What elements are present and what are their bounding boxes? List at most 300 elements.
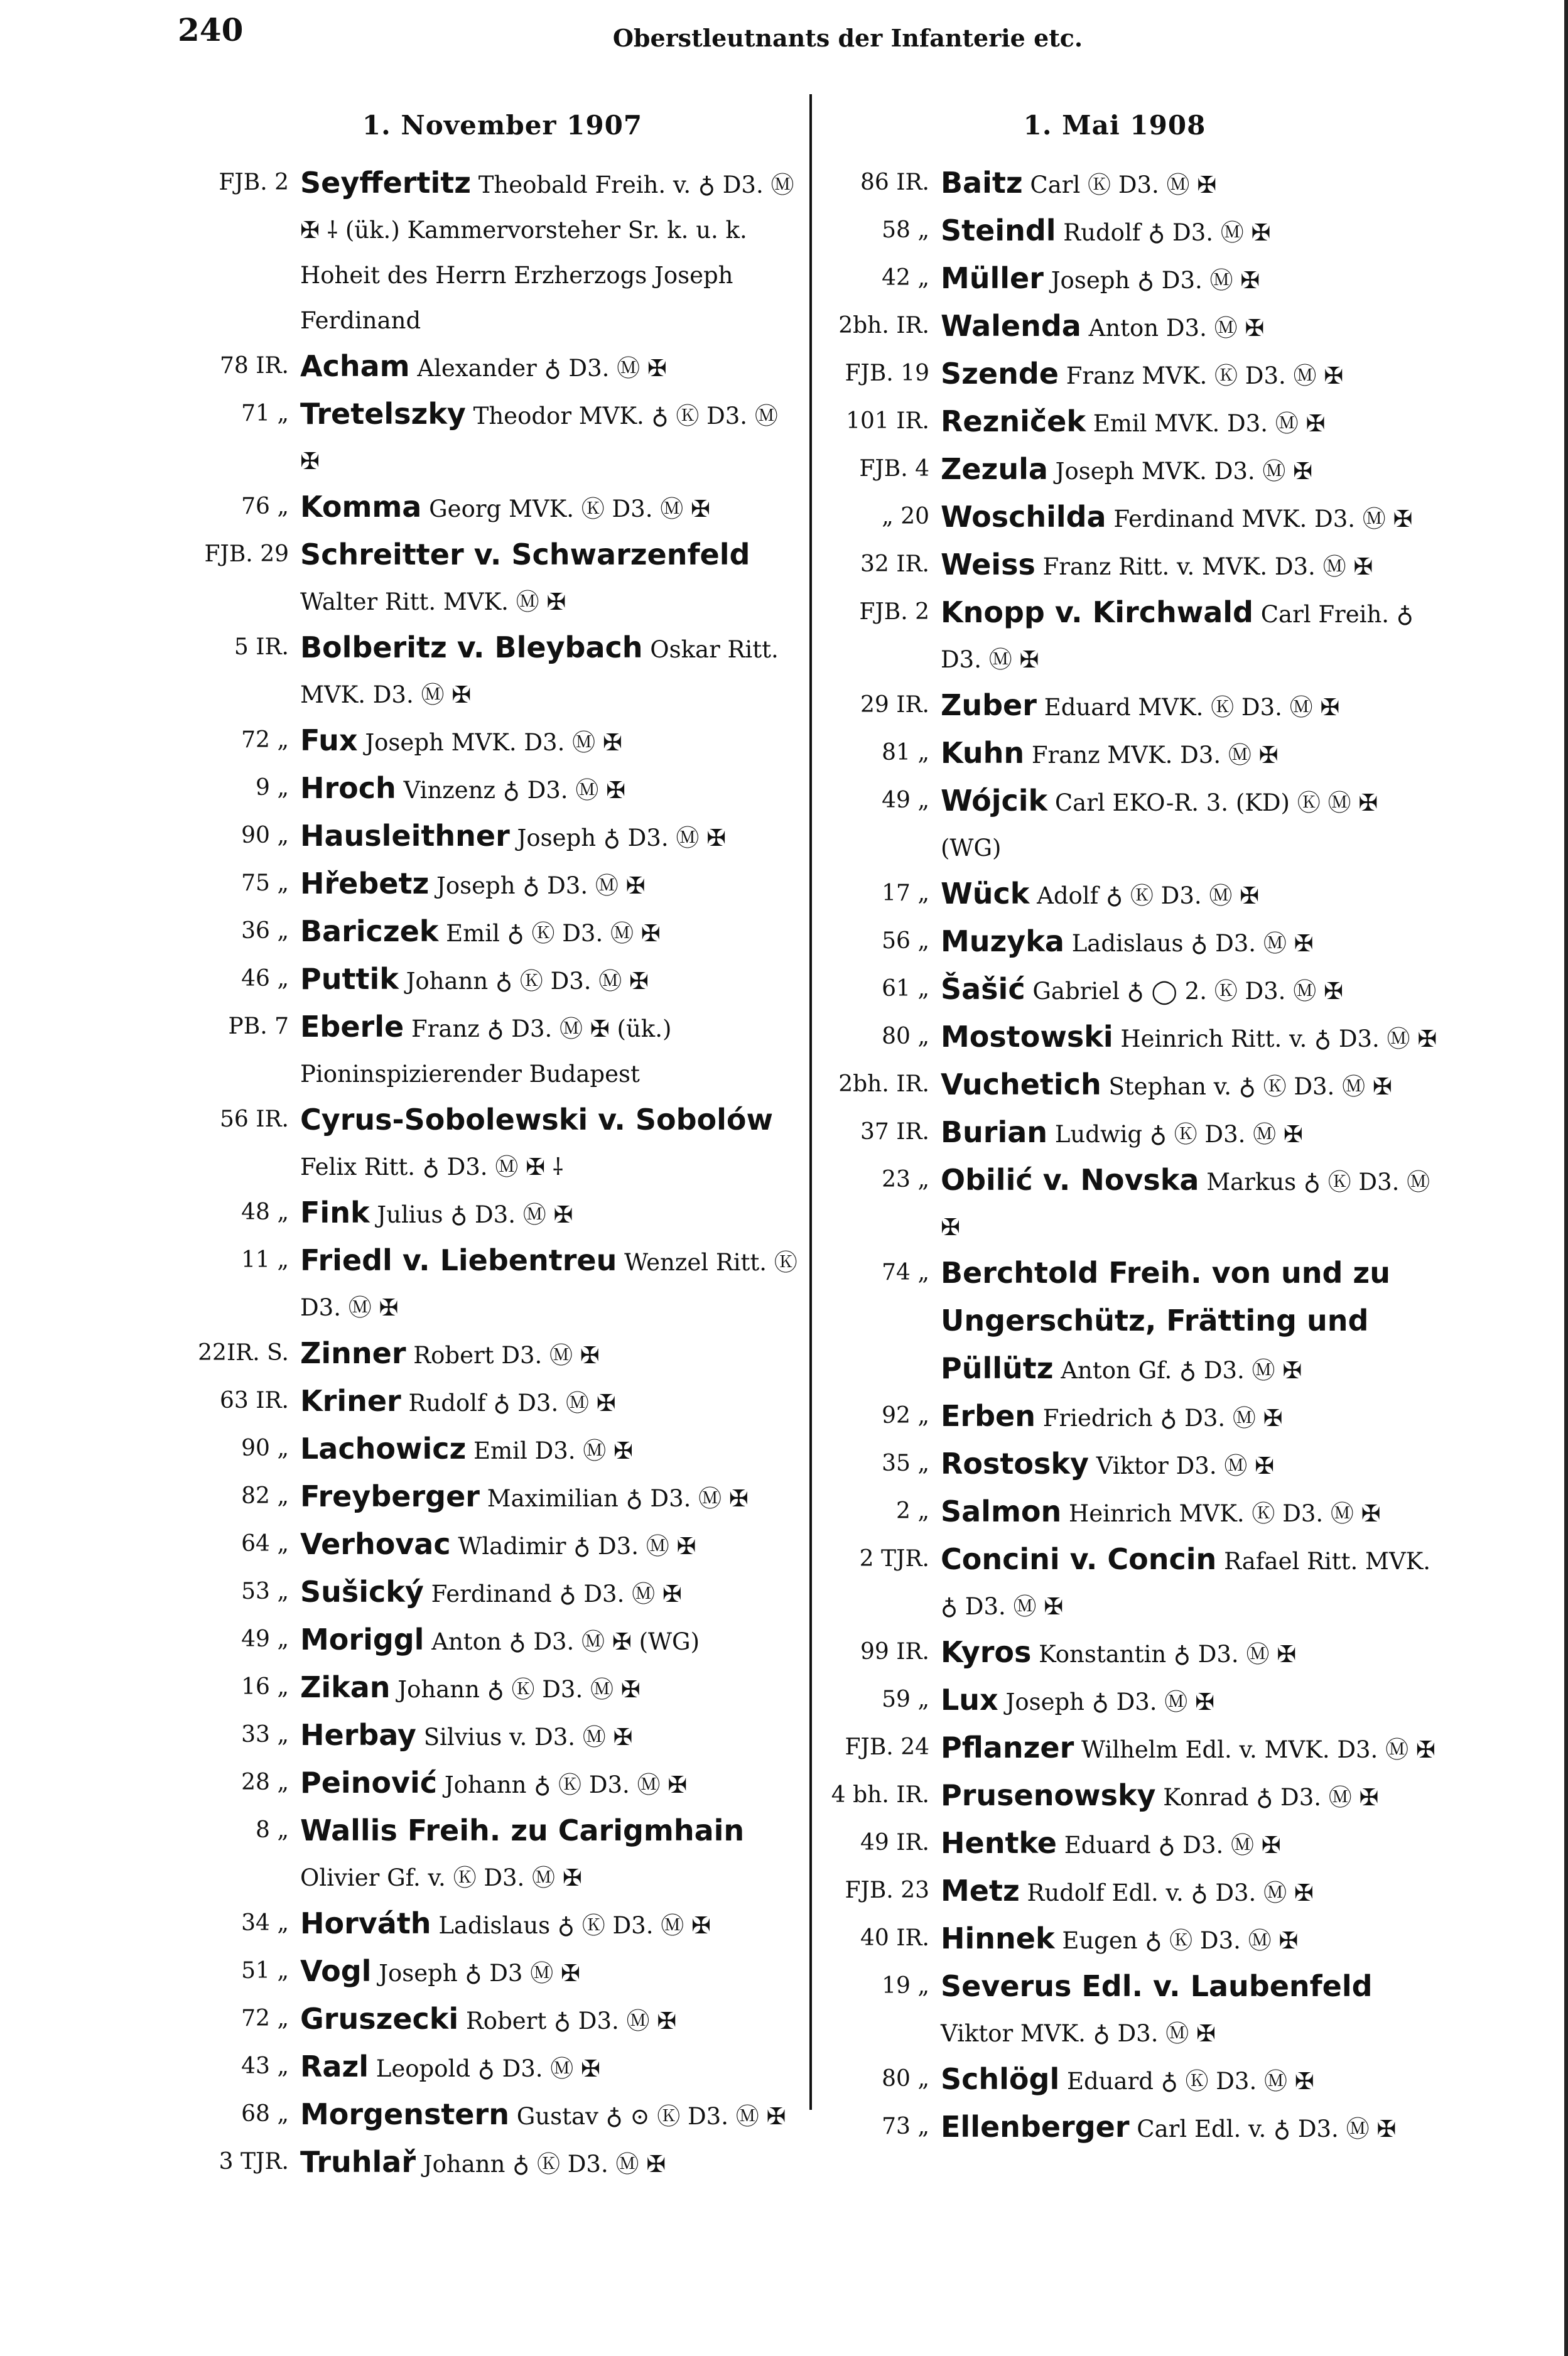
officer-entry [816,778,1438,871]
officer-details: Markus ♁ Ⓚ D3. Ⓜ ✠ [941,1169,1430,1241]
officer-entry [816,1250,1438,1393]
officer-details: Maximilian ♁ D3. Ⓜ ✠ [487,1485,749,1512]
officer-details: Georg MVK. Ⓚ D3. Ⓜ ✠ [429,495,710,522]
officer-details: Wilhelm Edl. v. MVK. D3. Ⓜ ✠ [1081,1736,1436,1763]
officer-details: Johann ♁ Ⓚ D3. Ⓜ ✠ [397,1676,641,1703]
officer-name: Kyros [941,1635,1032,1669]
unit-label: 2bh. IR. [838,1071,929,1097]
left-column-title: 1. November 1907 [362,110,643,141]
officer-details: Ludwig ♁ Ⓚ D3. Ⓜ ✠ [1054,1121,1303,1148]
officer-entry [816,919,1438,966]
officer-name: Muzyka [941,924,1064,958]
officer-entry [179,1190,801,1238]
officer-name: Puttik [300,962,399,996]
unit-label: 3 TJR. [219,2149,289,2175]
officer-entry [816,871,1438,919]
officer-entry [816,1393,1438,1441]
officer-entry [816,1157,1438,1250]
unit-label: 72 „ [241,727,289,753]
officer-entry [179,1996,801,2044]
officer-entry [179,909,801,956]
officer-name: Moriggl [300,1623,424,1656]
officer-name: Lux [941,1683,998,1717]
officer-details: Eduard MVK. Ⓚ D3. Ⓜ ✠ [1044,694,1340,721]
officer-details: Viktor MVK. ♁ D3. Ⓜ ✠ [941,2020,1216,2047]
officer-details: Eugen ♁ Ⓚ D3. Ⓜ ✠ [1062,1927,1299,1954]
officer-details: Anton Gf. ♁ D3. Ⓜ ✠ [1061,1357,1302,1384]
officer-name: Prusenowsky [941,1778,1156,1812]
officer-entry [816,446,1438,494]
entry-body [941,446,1438,494]
entry-body [941,256,1438,303]
unit-label: 56 „ [882,928,929,954]
officer-name: Burian [941,1115,1048,1149]
officer-name: Razl [300,2050,369,2083]
officer-details: Anton D3. Ⓜ ✠ [1088,315,1265,342]
officer-details: Ladislaus ♁ Ⓚ D3. Ⓜ ✠ [438,1912,711,1939]
unit-label: 86 IR. [860,170,929,195]
officer-details: Adolf ♁ Ⓚ D3. Ⓜ ✠ [1037,882,1260,909]
unit-label: 29 IR. [860,692,929,718]
officer-entry [816,1725,1438,1773]
officer-name: Herbay [300,1718,416,1752]
officer-entry [816,2056,1438,2104]
entry-body [300,2044,801,2092]
entry-body [300,1426,801,1474]
officer-details: Eduard ♁ Ⓚ D3. Ⓜ ✠ [1066,2068,1314,2095]
entry-body [941,966,1438,1014]
unit-label: 2 „ [896,1498,929,1524]
officer-details: Joseph ♁ D3. Ⓜ ✠ [517,824,727,851]
unit-label: 17 „ [882,880,929,906]
officer-name: Hentke [941,1826,1057,1860]
officer-details: Alexander ♁ D3. Ⓜ ✠ [417,355,667,382]
unit-label: 49 IR. [860,1830,929,1856]
right-column [816,160,1438,2144]
officer-name: Erben [941,1399,1035,1433]
officer-name: Hausleithner [300,819,510,853]
entry-body [300,343,801,391]
entry-body [300,1665,801,1712]
unit-label: 72 „ [241,2006,289,2031]
entry-body [941,542,1438,590]
officer-details: Eduard ♁ D3. Ⓜ ✠ [1064,1832,1281,1859]
officer-entry [816,160,1438,208]
entry-body [300,532,801,625]
entry-body [941,1062,1438,1110]
officer-entry [816,303,1438,351]
officer-details: Viktor D3. Ⓜ ✠ [1096,1452,1275,1479]
officer-entry [179,2044,801,2092]
unit-label: FJB. 29 [204,541,289,567]
officer-details: Anton ♁ D3. Ⓜ ✠ (WG) [431,1628,700,1655]
officer-entry [179,861,801,909]
unit-label: 76 „ [241,494,289,519]
officer-entry [179,343,801,391]
officer-name: Eberle [300,1010,404,1044]
officer-entry [179,1617,801,1665]
officer-details: Ladislaus ♁ D3. Ⓜ ✠ [1071,930,1314,957]
officer-details: Felix Ritt. ♁ D3. Ⓜ ✠ ⸸ [300,1154,564,1181]
unit-label: 48 „ [241,1199,289,1225]
officer-details: Franz MVK. D3. Ⓜ ✠ [1031,742,1279,769]
unit-label: FJB. 2 [219,170,289,195]
entry-body [300,813,801,861]
entry-body [941,160,1438,208]
unit-label: 43 „ [241,2053,289,2079]
officer-name: Bariczek [300,914,439,948]
officer-name: Kuhn [941,736,1025,770]
officer-entry [816,542,1438,590]
entry-body [941,778,1438,871]
entry-body [300,1521,801,1569]
officer-name: Freyberger [300,1479,480,1513]
entry-body [941,494,1438,542]
unit-label: 19 „ [882,1973,929,1999]
entry-body [300,1760,801,1808]
unit-label: 53 „ [241,1579,289,1604]
officer-entry [179,1097,801,1190]
unit-label: 68 „ [241,2101,289,2127]
entry-body [300,1901,801,1948]
unit-label: 92 „ [882,1403,929,1429]
unit-label: 64 „ [241,1531,289,1557]
officer-name: Truhlař [300,2145,416,2179]
officer-entry [179,391,801,484]
entry-body [941,1537,1438,1629]
right-column-title: 1. Mai 1908 [1023,110,1206,141]
unit-label: 82 „ [241,1483,289,1509]
officer-entry [179,1808,801,1901]
entry-body [300,1808,801,1901]
officer-name: Berchtold Freih. von und zu Ungerschütz, Frätting und Püllütz [941,1256,1390,1385]
officer-details: Gustav ♁ ⊙ Ⓚ D3. Ⓜ ✠ [516,2103,786,2130]
unit-label: 80 „ [882,2066,929,2092]
unit-label: PB. 7 [228,1013,289,1039]
page-edge [1564,0,1568,2356]
entry-body [941,399,1438,446]
officer-details: Joseph MVK. D3. Ⓜ ✠ [365,729,622,756]
officer-entry [179,956,801,1004]
entry-body [941,1250,1438,1393]
officer-details: Robert D3. Ⓜ ✠ [413,1342,600,1369]
officer-details: Joseph ♁ D3. Ⓜ ✠ [1005,1689,1215,1716]
unit-label: 33 „ [241,1722,289,1748]
entry-body [300,1617,801,1665]
officer-details: Johann ♁ Ⓚ D3. Ⓜ ✠ [423,2151,666,2178]
entry-body [941,590,1438,683]
officer-name: Mostowski [941,1020,1113,1054]
entry-body [300,1948,801,1996]
officer-name: Verhovac [300,1527,451,1561]
entry-body [300,160,801,343]
entry-body [941,1014,1438,1062]
unit-label: 58 „ [882,217,929,243]
unit-label: 16 „ [241,1674,289,1700]
officer-entry [179,1521,801,1569]
unit-label: „ 20 [882,504,929,529]
unit-label: 35 „ [882,1451,929,1476]
officer-name: Morgenstern [300,2097,509,2131]
officer-name: Lachowicz [300,1432,467,1466]
officer-entry [816,1820,1438,1868]
unit-label: 75 „ [241,870,289,896]
entry-body [941,1110,1438,1157]
officer-name: Zikan [300,1670,391,1704]
officer-entry [816,1916,1438,1964]
officer-entry [816,1062,1438,1110]
entry-body [941,1964,1438,2056]
officer-details: Rudolf ♁ D3. Ⓜ ✠ [408,1390,616,1417]
officer-name: Wójcik [941,784,1048,818]
officer-details: Wenzel Ritt. Ⓚ D3. Ⓜ ✠ [300,1249,798,1321]
officer-entry [179,1238,801,1331]
unit-label: 8 „ [256,1817,289,1843]
entry-body [941,919,1438,966]
officer-name: Ellenberger [941,2110,1130,2144]
officer-name: Kriner [300,1384,401,1418]
officer-entry [179,1378,801,1426]
entry-body [941,2104,1438,2152]
officer-entry [816,1441,1438,1489]
officer-entry [179,532,801,625]
unit-label: 22IR. S. [198,1340,289,1366]
officer-name: Concini v. Concin [941,1542,1217,1576]
unit-label: 46 „ [241,966,289,992]
officer-entry [179,1712,801,1760]
officer-name: Zuber [941,688,1037,722]
unit-label: 2 TJR. [859,1546,929,1572]
officer-entry [179,1569,801,1617]
officer-entry [179,1004,801,1097]
entry-body [300,1378,801,1426]
entry-body [300,1712,801,1760]
officer-name: Obilić v. Novska [941,1163,1199,1197]
officer-name: Schlögl [941,2062,1060,2096]
entry-body [300,718,801,765]
unit-label: 49 „ [882,787,929,813]
entry-body [300,625,801,718]
officer-details: Carl EKO-R. 3. (KD) Ⓚ Ⓜ ✠ (WG) [941,789,1378,862]
officer-details: Joseph MVK. D3. Ⓜ ✠ [1055,458,1313,485]
officer-details: Wladimir ♁ D3. Ⓜ ✠ [458,1533,696,1560]
officer-name: Severus Edl. v. Laubenfeld [941,1969,1373,2003]
entry-body [300,1331,801,1378]
entry-body [941,1157,1438,1250]
officer-name: Baitz [941,166,1023,200]
officer-entry [816,1537,1438,1629]
officer-entry [179,484,801,532]
unit-label: 74 „ [882,1260,929,1285]
officer-name: Tretelszky [300,397,466,431]
entry-body [941,1441,1438,1489]
officer-entry [179,2139,801,2187]
officer-details: Oskar Ritt. MVK. D3. Ⓜ ✠ [300,636,779,708]
officer-entry [816,966,1438,1014]
unit-label: 59 „ [882,1687,929,1712]
entry-body [941,1725,1438,1773]
officer-name: Hřebetz [300,867,430,900]
officer-entry [179,1901,801,1948]
unit-label: 81 „ [882,740,929,765]
unit-label: FJB. 4 [859,456,929,482]
unit-label: 78 IR. [219,353,289,379]
entry-body [941,1393,1438,1441]
entry-body [300,1004,801,1097]
officer-entry [816,2104,1438,2152]
officer-details: Emil ♁ Ⓚ D3. Ⓜ ✠ [446,920,661,947]
unit-label: 61 „ [882,976,929,1002]
officer-entry [179,1474,801,1521]
entry-body [300,1097,801,1190]
officer-name: Weiss [941,548,1035,581]
unit-label: 2bh. IR. [838,313,929,338]
officer-entry [816,1773,1438,1820]
officer-entry [816,1489,1438,1537]
officer-details: Olivier Gf. v. Ⓚ D3. Ⓜ ✠ [300,1864,582,1891]
entry-body [300,391,801,484]
officer-entry [179,1665,801,1712]
officer-details: Joseph ♁ D3. Ⓜ ✠ [436,872,646,899]
officer-details: Franz Ritt. v. MVK. D3. Ⓜ ✠ [1042,553,1373,580]
officer-details: Rafael Ritt. MVK. ♁ D3. Ⓜ ✠ [941,1548,1431,1620]
officer-details: Konrad ♁ D3. Ⓜ ✠ [1163,1784,1379,1811]
officer-name: Zinner [300,1336,406,1370]
officer-name: Walenda [941,309,1081,343]
entry-body [300,1996,801,2044]
running-title: Oberstleutnants der Infanterie etc. [612,24,1083,52]
officer-name: Seyffertitz [300,166,471,200]
entry-body [300,1474,801,1521]
entry-body [300,2139,801,2187]
entry-body [300,765,801,813]
unit-label: 40 IR. [860,1925,929,1951]
officer-name: Metz [941,1874,1020,1908]
officer-name: Fux [300,723,358,757]
unit-label: 73 „ [882,2114,929,2139]
officer-details: Friedrich ♁ D3. Ⓜ ✠ [1042,1405,1283,1432]
officer-name: Schreitter v. Schwarzenfeld [300,538,750,571]
unit-label: 11 „ [241,1247,289,1273]
unit-label: 80 „ [882,1024,929,1049]
officer-name: Friedl v. Liebentreu [300,1243,617,1277]
entry-body [300,956,801,1004]
officer-name: Zezula [941,452,1048,486]
officer-details: Carl Freih. ♁ D3. Ⓜ ✠ [941,601,1414,673]
officer-entry [179,2092,801,2139]
officer-details: Leopold ♁ D3. Ⓜ ✠ [376,2055,601,2082]
officer-name: Vuchetich [941,1067,1101,1101]
unit-label: 63 IR. [219,1388,289,1413]
officer-entry [179,1948,801,1996]
officer-entry [816,494,1438,542]
officer-details: Emil D3. Ⓜ ✠ [473,1437,634,1464]
entry-body [941,1820,1438,1868]
officer-details: Gabriel ♁ ◯ 2. Ⓚ D3. Ⓜ ✠ [1032,978,1343,1005]
unit-label: 56 IR. [219,1106,289,1132]
officer-details: Rudolf ♁ D3. Ⓜ ✠ [1063,219,1271,246]
entry-body [300,1569,801,1617]
officer-name: Hroch [300,771,396,805]
officer-name: Woschilda [941,500,1106,534]
entry-body [941,2056,1438,2104]
officer-name: Pflanzer [941,1731,1074,1764]
officer-entry [816,1629,1438,1677]
officer-entry [816,1964,1438,2056]
officer-details: Franz ♁ D3. Ⓜ ✠ (ük.) Pioninspizierender Budapest [300,1015,672,1088]
officer-details: Emil MVK. D3. Ⓜ ✠ [1093,410,1326,437]
officer-entry [816,1014,1438,1062]
officer-details: Carl Ⓚ D3. Ⓜ ✠ [1030,171,1217,198]
unit-label: 90 „ [241,1435,289,1461]
officer-details: Vinzenz ♁ D3. Ⓜ ✠ [403,777,626,804]
officer-entry [816,208,1438,256]
unit-label: FJB. 24 [845,1734,929,1760]
officer-entry [816,1110,1438,1157]
officer-details: Ferdinand ♁ D3. Ⓜ ✠ [431,1581,682,1608]
officer-details: Konstantin ♁ D3. Ⓜ ✠ [1039,1641,1297,1668]
unit-label: 4 bh. IR. [831,1782,929,1808]
unit-label: 42 „ [882,265,929,291]
officer-details: Walter Ritt. MVK. Ⓜ ✠ [300,588,566,615]
unit-label: 36 „ [241,918,289,944]
unit-label: 51 „ [241,1958,289,1984]
unit-label: 90 „ [241,823,289,848]
officer-details: Robert ♁ D3. Ⓜ ✠ [465,2007,677,2034]
officer-name: Cyrus-Sobolewski v. Sobolów [300,1103,773,1137]
unit-label: 71 „ [241,401,289,426]
officer-details: Julius ♁ D3. Ⓜ ✠ [377,1201,573,1228]
officer-name: Šašić [941,972,1025,1006]
officer-name: Rostosky [941,1447,1089,1481]
officer-entry [179,1426,801,1474]
officer-details: Joseph ♁ D3. Ⓜ ✠ [1051,267,1260,294]
officer-name: Sušický [300,1575,424,1609]
entry-body [941,1629,1438,1677]
officer-entry [816,590,1438,683]
officer-entry [179,1331,801,1378]
officer-entry [816,730,1438,778]
officer-entry [816,1868,1438,1916]
page-number: 240 [178,11,244,48]
entry-body [300,1190,801,1238]
officer-name: Gruszecki [300,2002,459,2036]
entry-body [300,909,801,956]
officer-name: Müller [941,261,1044,295]
officer-entry [179,625,801,718]
officer-name: Knopp v. Kirchwald [941,595,1253,629]
officer-name: Wück [941,877,1030,911]
unit-label: 101 IR. [846,408,929,434]
officer-entry [179,160,801,343]
officer-name: Szende [941,357,1059,391]
entry-body [300,1238,801,1331]
entry-body [941,351,1438,399]
unit-label: FJB. 23 [845,1878,929,1903]
entry-body [941,1773,1438,1820]
unit-label: 99 IR. [860,1639,929,1665]
unit-label: 37 IR. [860,1119,929,1145]
unit-label: 5 IR. [234,634,289,660]
officer-details: Heinrich Ritt. v. ♁ D3. Ⓜ ✠ [1120,1025,1437,1052]
officer-name: Wallis Freih. zu Carigmhain [300,1813,745,1847]
officer-name: Peinović [300,1766,438,1800]
officer-entry [179,765,801,813]
officer-name: Vogl [300,1954,372,1988]
officer-details: Joseph ♁ D3 Ⓜ ✠ [379,1960,580,1987]
officer-name: Fink [300,1196,370,1229]
entry-body [941,1489,1438,1537]
